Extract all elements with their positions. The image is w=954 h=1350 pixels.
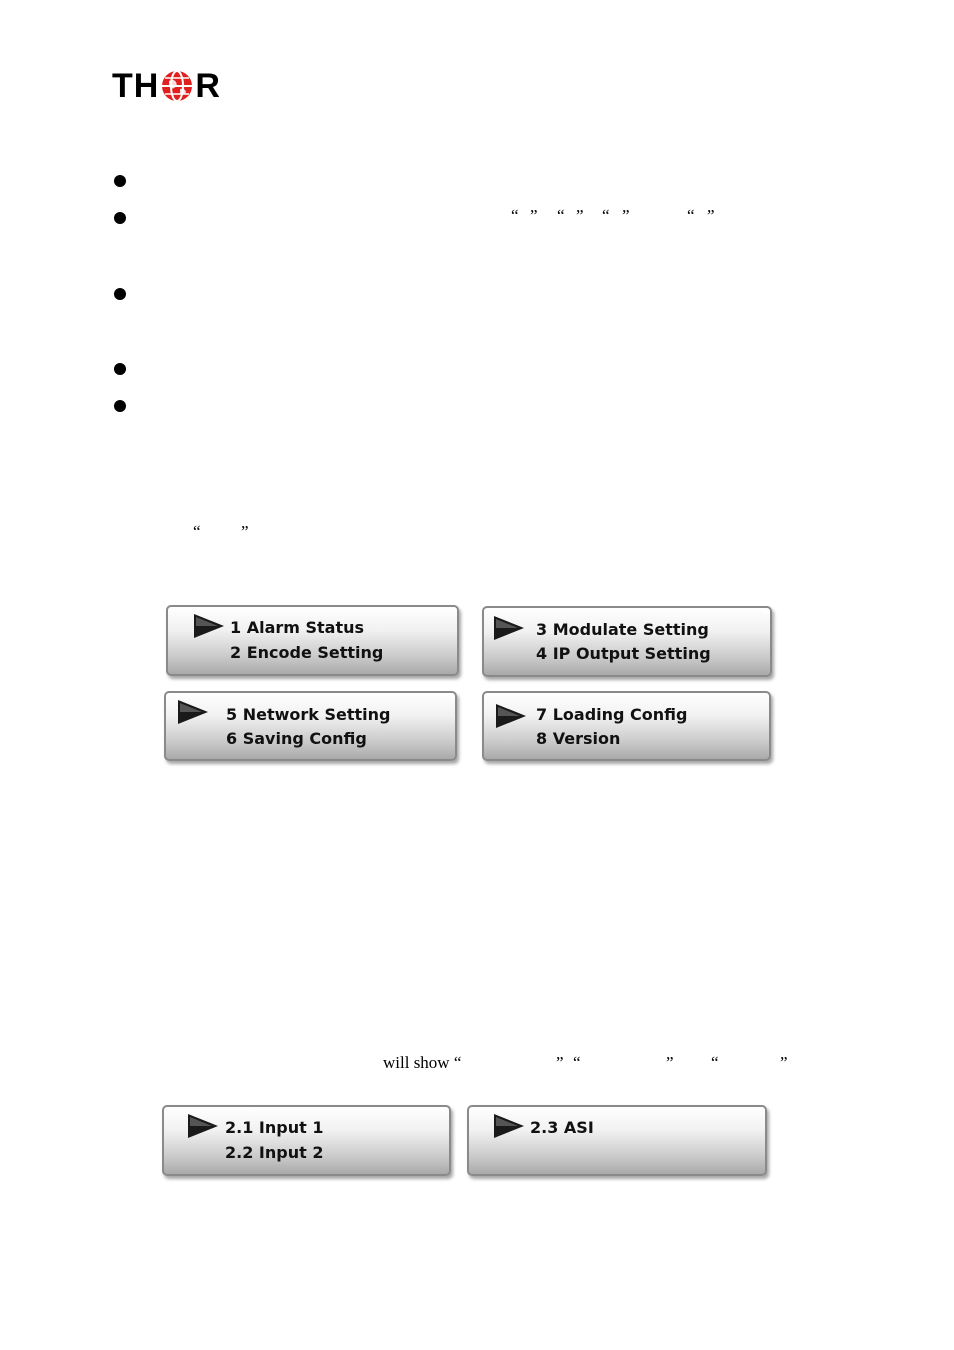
play-arrow-icon	[192, 612, 226, 640]
will-show-text: will show “	[383, 1053, 462, 1072]
bullet-dot-icon	[114, 400, 126, 412]
play-arrow-icon	[492, 1112, 526, 1140]
quote-open: “	[193, 522, 201, 541]
logo-text-left: TH	[112, 66, 160, 105]
quote-open: “	[711, 1053, 719, 1072]
lcd-panel-encode-2	[467, 1105, 767, 1176]
bullet-dot-icon	[114, 363, 126, 375]
lcd-panel-main-1	[166, 605, 459, 676]
lcd-panel-main-4	[482, 691, 771, 761]
quote-open: “	[557, 206, 565, 225]
quote-open: “	[602, 206, 610, 225]
menu-item-saving-config: 6 Saving Config	[226, 729, 367, 748]
lcd-panel-encode-1	[162, 1105, 451, 1176]
quote-close: ”	[780, 1053, 788, 1072]
quote-close: ”	[666, 1053, 674, 1072]
play-arrow-icon	[492, 614, 526, 642]
quote-close: ”	[556, 1053, 564, 1072]
menu-item-input-1: 2.1 Input 1	[225, 1118, 324, 1137]
quote-close: ”	[576, 206, 584, 225]
lcd-panel-main-3	[164, 691, 457, 761]
menu-item-loading-config: 7 Loading Config	[536, 705, 688, 724]
play-arrow-icon	[176, 698, 210, 726]
globe-icon	[160, 69, 194, 103]
play-arrow-icon	[494, 702, 528, 730]
quote-close: ”	[707, 206, 715, 225]
thor-logo	[112, 66, 221, 106]
bullet-dot-icon	[114, 175, 126, 187]
bullet-dot-icon	[114, 288, 126, 300]
menu-item-asi: 2.3 ASI	[530, 1118, 594, 1137]
menu-item-version: 8 Version	[536, 729, 621, 748]
quote-close: ”	[622, 206, 630, 225]
menu-item-network-setting: 5 Network Setting	[226, 705, 391, 724]
quote-close: ”	[530, 206, 538, 225]
lcd-panel-main-2	[482, 606, 772, 677]
menu-item-modulate-setting: 3 Modulate Setting	[536, 620, 709, 639]
quote-close: ”	[241, 522, 249, 541]
quote-open: “	[511, 206, 519, 225]
quote-open: “	[573, 1053, 581, 1072]
menu-item-input-2: 2.2 Input 2	[225, 1143, 324, 1162]
quote-open: “	[687, 206, 695, 225]
logo-text-right: R	[195, 66, 221, 105]
menu-item-ip-output-setting: 4 IP Output Setting	[536, 644, 711, 663]
menu-item-alarm-status: 1 Alarm Status	[230, 618, 365, 637]
bullet-dot-icon	[114, 212, 126, 224]
play-arrow-icon	[186, 1112, 220, 1140]
menu-item-encode-setting: 2 Encode Setting	[230, 643, 384, 662]
